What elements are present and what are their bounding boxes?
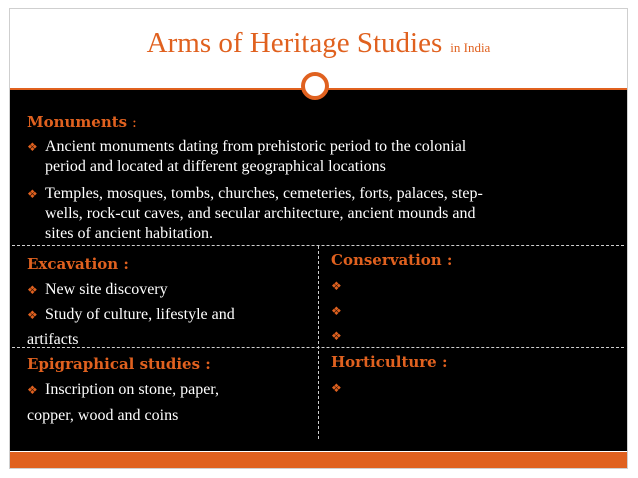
diamond-bullet-icon: ❖ xyxy=(331,381,342,395)
monuments-heading xyxy=(27,112,137,132)
epigraphy-item-1-line-1: Inscription on stone, paper, xyxy=(45,381,219,398)
horticulture-heading: Horticulture : xyxy=(331,353,448,371)
epigraphy-heading: Epigraphical studies : xyxy=(27,355,211,373)
excavation-heading: Excavation : xyxy=(27,255,129,273)
monuments-item-2 xyxy=(27,184,483,244)
conservation-heading: Conservation : xyxy=(331,251,453,269)
excavation-item-1 xyxy=(27,280,168,300)
monuments-item-1-line-1: Ancient monuments dating from prehistoric period to the colonial xyxy=(45,138,467,155)
footer-bar xyxy=(10,452,627,468)
horticulture-bullet-1 xyxy=(331,378,342,398)
diamond-bullet-icon: ❖ xyxy=(27,187,38,201)
epigraphy-item-1 xyxy=(27,380,219,400)
title-suffix: in India xyxy=(450,40,491,55)
monuments-item-1 xyxy=(27,137,466,177)
diamond-bullet-icon: ❖ xyxy=(27,283,38,297)
monuments-item-2-line-2: wells, rock-cut caves, and secular architecture, ancient mounds and xyxy=(45,205,476,222)
conservation-bullet-2 xyxy=(331,301,342,321)
diamond-bullet-icon: ❖ xyxy=(27,140,38,154)
excavation-item-2-cont: artifacts xyxy=(27,331,79,348)
diamond-bullet-icon: ❖ xyxy=(331,279,342,293)
grid-divider-vertical xyxy=(318,246,319,439)
monuments-item-2-line-1: Temples, mosques, tombs, churches, cemeteries, forts, palaces, step- xyxy=(45,185,483,202)
diamond-bullet-icon: ❖ xyxy=(331,304,342,318)
circle-ornament-icon xyxy=(301,72,329,100)
excavation-item-1-text: New site discovery xyxy=(45,281,168,298)
title-main: Arms of Heritage Studies xyxy=(146,27,443,59)
excavation-item-2-line-1: Study of culture, lifestyle and xyxy=(45,306,235,323)
excavation-item-2 xyxy=(27,305,235,325)
conservation-bullet-1 xyxy=(331,276,342,296)
slide-title xyxy=(10,27,627,60)
diamond-bullet-icon: ❖ xyxy=(27,308,38,322)
epigraphy-item-1-cont: copper, wood and coins xyxy=(27,407,179,424)
monuments-item-1-line-2: period and located at different geographical locations xyxy=(45,158,386,175)
monuments-heading-colon: : xyxy=(127,113,137,131)
diamond-bullet-icon: ❖ xyxy=(27,383,38,397)
monuments-item-2-line-3: sites of ancient habitation. xyxy=(45,225,213,242)
conservation-bullet-3 xyxy=(331,326,342,346)
diamond-bullet-icon: ❖ xyxy=(331,329,342,343)
monuments-heading-text: Monuments xyxy=(27,113,128,131)
